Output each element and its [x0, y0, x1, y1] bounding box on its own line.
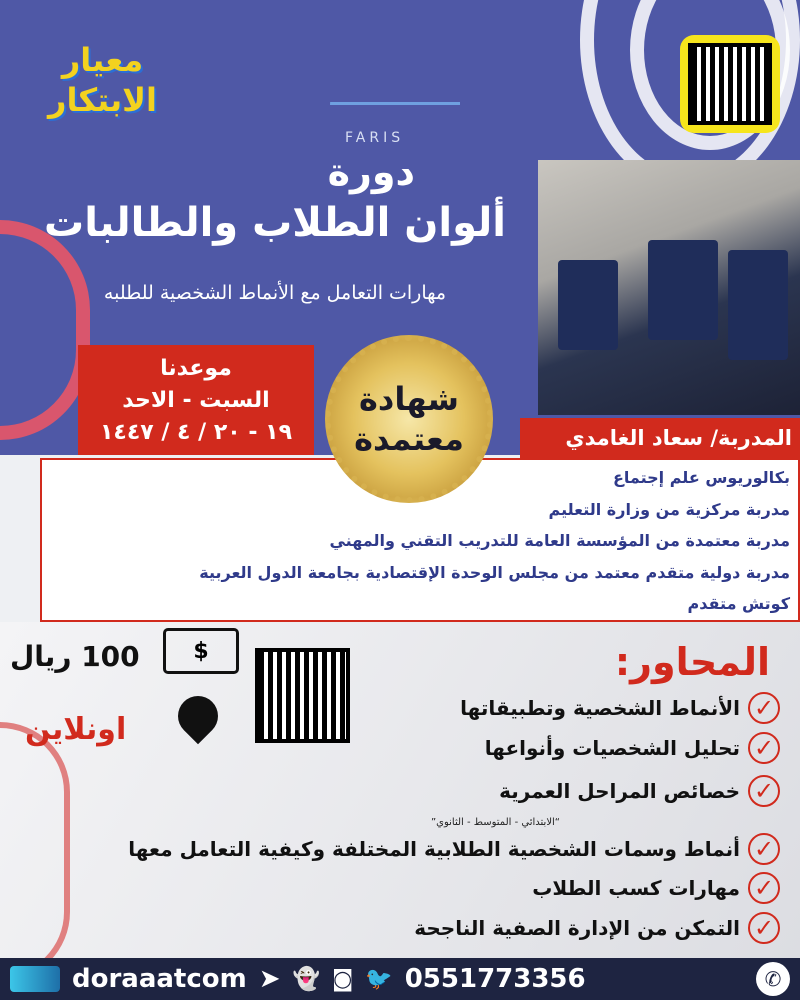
- qualification-item: مدربة دولية متقدم معتمد من مجلس الوحدة الإقتصادية بجامعة الدول العربية: [199, 562, 790, 582]
- axes-title: المحاور:: [614, 640, 770, 684]
- snapchat-icon[interactable]: 👻: [292, 966, 320, 992]
- age-stages-note: “الابتدائي - المتوسط - الثانوي”: [430, 817, 560, 828]
- check-icon: ✓: [748, 833, 780, 865]
- snapchat-qr-code[interactable]: [680, 35, 780, 133]
- seal-line2: معتمدة: [354, 420, 464, 458]
- money-icon: $: [163, 628, 239, 674]
- axis-item: [460, 692, 780, 724]
- axis-item: [414, 912, 780, 944]
- axis-item: [485, 732, 780, 764]
- axis-item: [532, 872, 780, 904]
- qualification-item: كوتش متقدم: [687, 594, 790, 613]
- schedule-label: موعدنا: [160, 356, 232, 381]
- website-handle[interactable]: doraaatcom: [72, 964, 247, 994]
- classroom-photo: [538, 160, 800, 415]
- check-icon: ✓: [748, 775, 780, 807]
- qualification-item: مدربة مركزية من وزارة التعليم: [548, 499, 790, 519]
- brand-logo-icon: [10, 966, 60, 992]
- qualification-item: بكالوريوس علم إجتماع: [612, 468, 790, 487]
- axis-item: [128, 833, 780, 865]
- axis-item: [499, 775, 780, 807]
- whatsapp-qr-code[interactable]: [255, 648, 350, 743]
- trainer-name: المدربة/ سعاد الغامدي: [520, 418, 800, 458]
- check-icon: ✓: [748, 692, 780, 724]
- course-label: دورة: [327, 150, 415, 194]
- check-icon: ✓: [748, 912, 780, 944]
- delivery-mode: اونلاين: [25, 712, 127, 747]
- axis-item-label: تحليل الشخصيات وأنواعها: [484, 736, 740, 760]
- check-icon: ✓: [748, 732, 780, 764]
- qualification-item: مدربة معتمدة من المؤسسة العامة للتدريب التقني والمهني: [329, 531, 790, 550]
- instagram-icon[interactable]: ◙: [331, 966, 354, 992]
- schedule-days: السبت - الاحد: [122, 388, 270, 413]
- axis-item-label: أنماط وسمات الشخصية الطلابية المختلفة وكيفية التعامل معها: [128, 837, 740, 861]
- seal-line1: شهادة: [359, 380, 459, 418]
- whatsapp-icon[interactable]: ✆: [756, 962, 790, 996]
- decor-ring: [0, 722, 70, 982]
- twitter-icon[interactable]: 🐦: [365, 966, 393, 992]
- decor-ring: [0, 220, 90, 440]
- schedule-dates: ١٩ - ٢٠ / ٤ / ١٤٤٧: [99, 420, 293, 445]
- axis-item-label: خصائص المراحل العمرية: [499, 779, 740, 803]
- course-subtitle: مهارات التعامل مع الأنماط الشخصية للطلبه: [103, 282, 447, 304]
- certified-seal: [325, 335, 493, 503]
- left-logo: معيار الابتكار: [48, 41, 157, 119]
- axis-item-label: مهارات كسب الطلاب: [532, 876, 740, 900]
- faris-logo-text: FARIS: [345, 130, 405, 146]
- price: 100 ريال: [10, 640, 140, 673]
- course-title: ألوان الطلاب والطالبات: [44, 200, 506, 246]
- footer-bar: [0, 958, 800, 1000]
- axis-item-label: التمكن من الإدارة الصفية الناجحة: [414, 916, 740, 940]
- phone-number[interactable]: 0551773356: [404, 964, 586, 994]
- telegram-icon[interactable]: ➤: [258, 964, 281, 994]
- check-icon: ✓: [748, 872, 780, 904]
- schedule-box: [78, 345, 314, 455]
- axis-item-label: الأنماط الشخصية وتطبيقاتها: [460, 696, 740, 720]
